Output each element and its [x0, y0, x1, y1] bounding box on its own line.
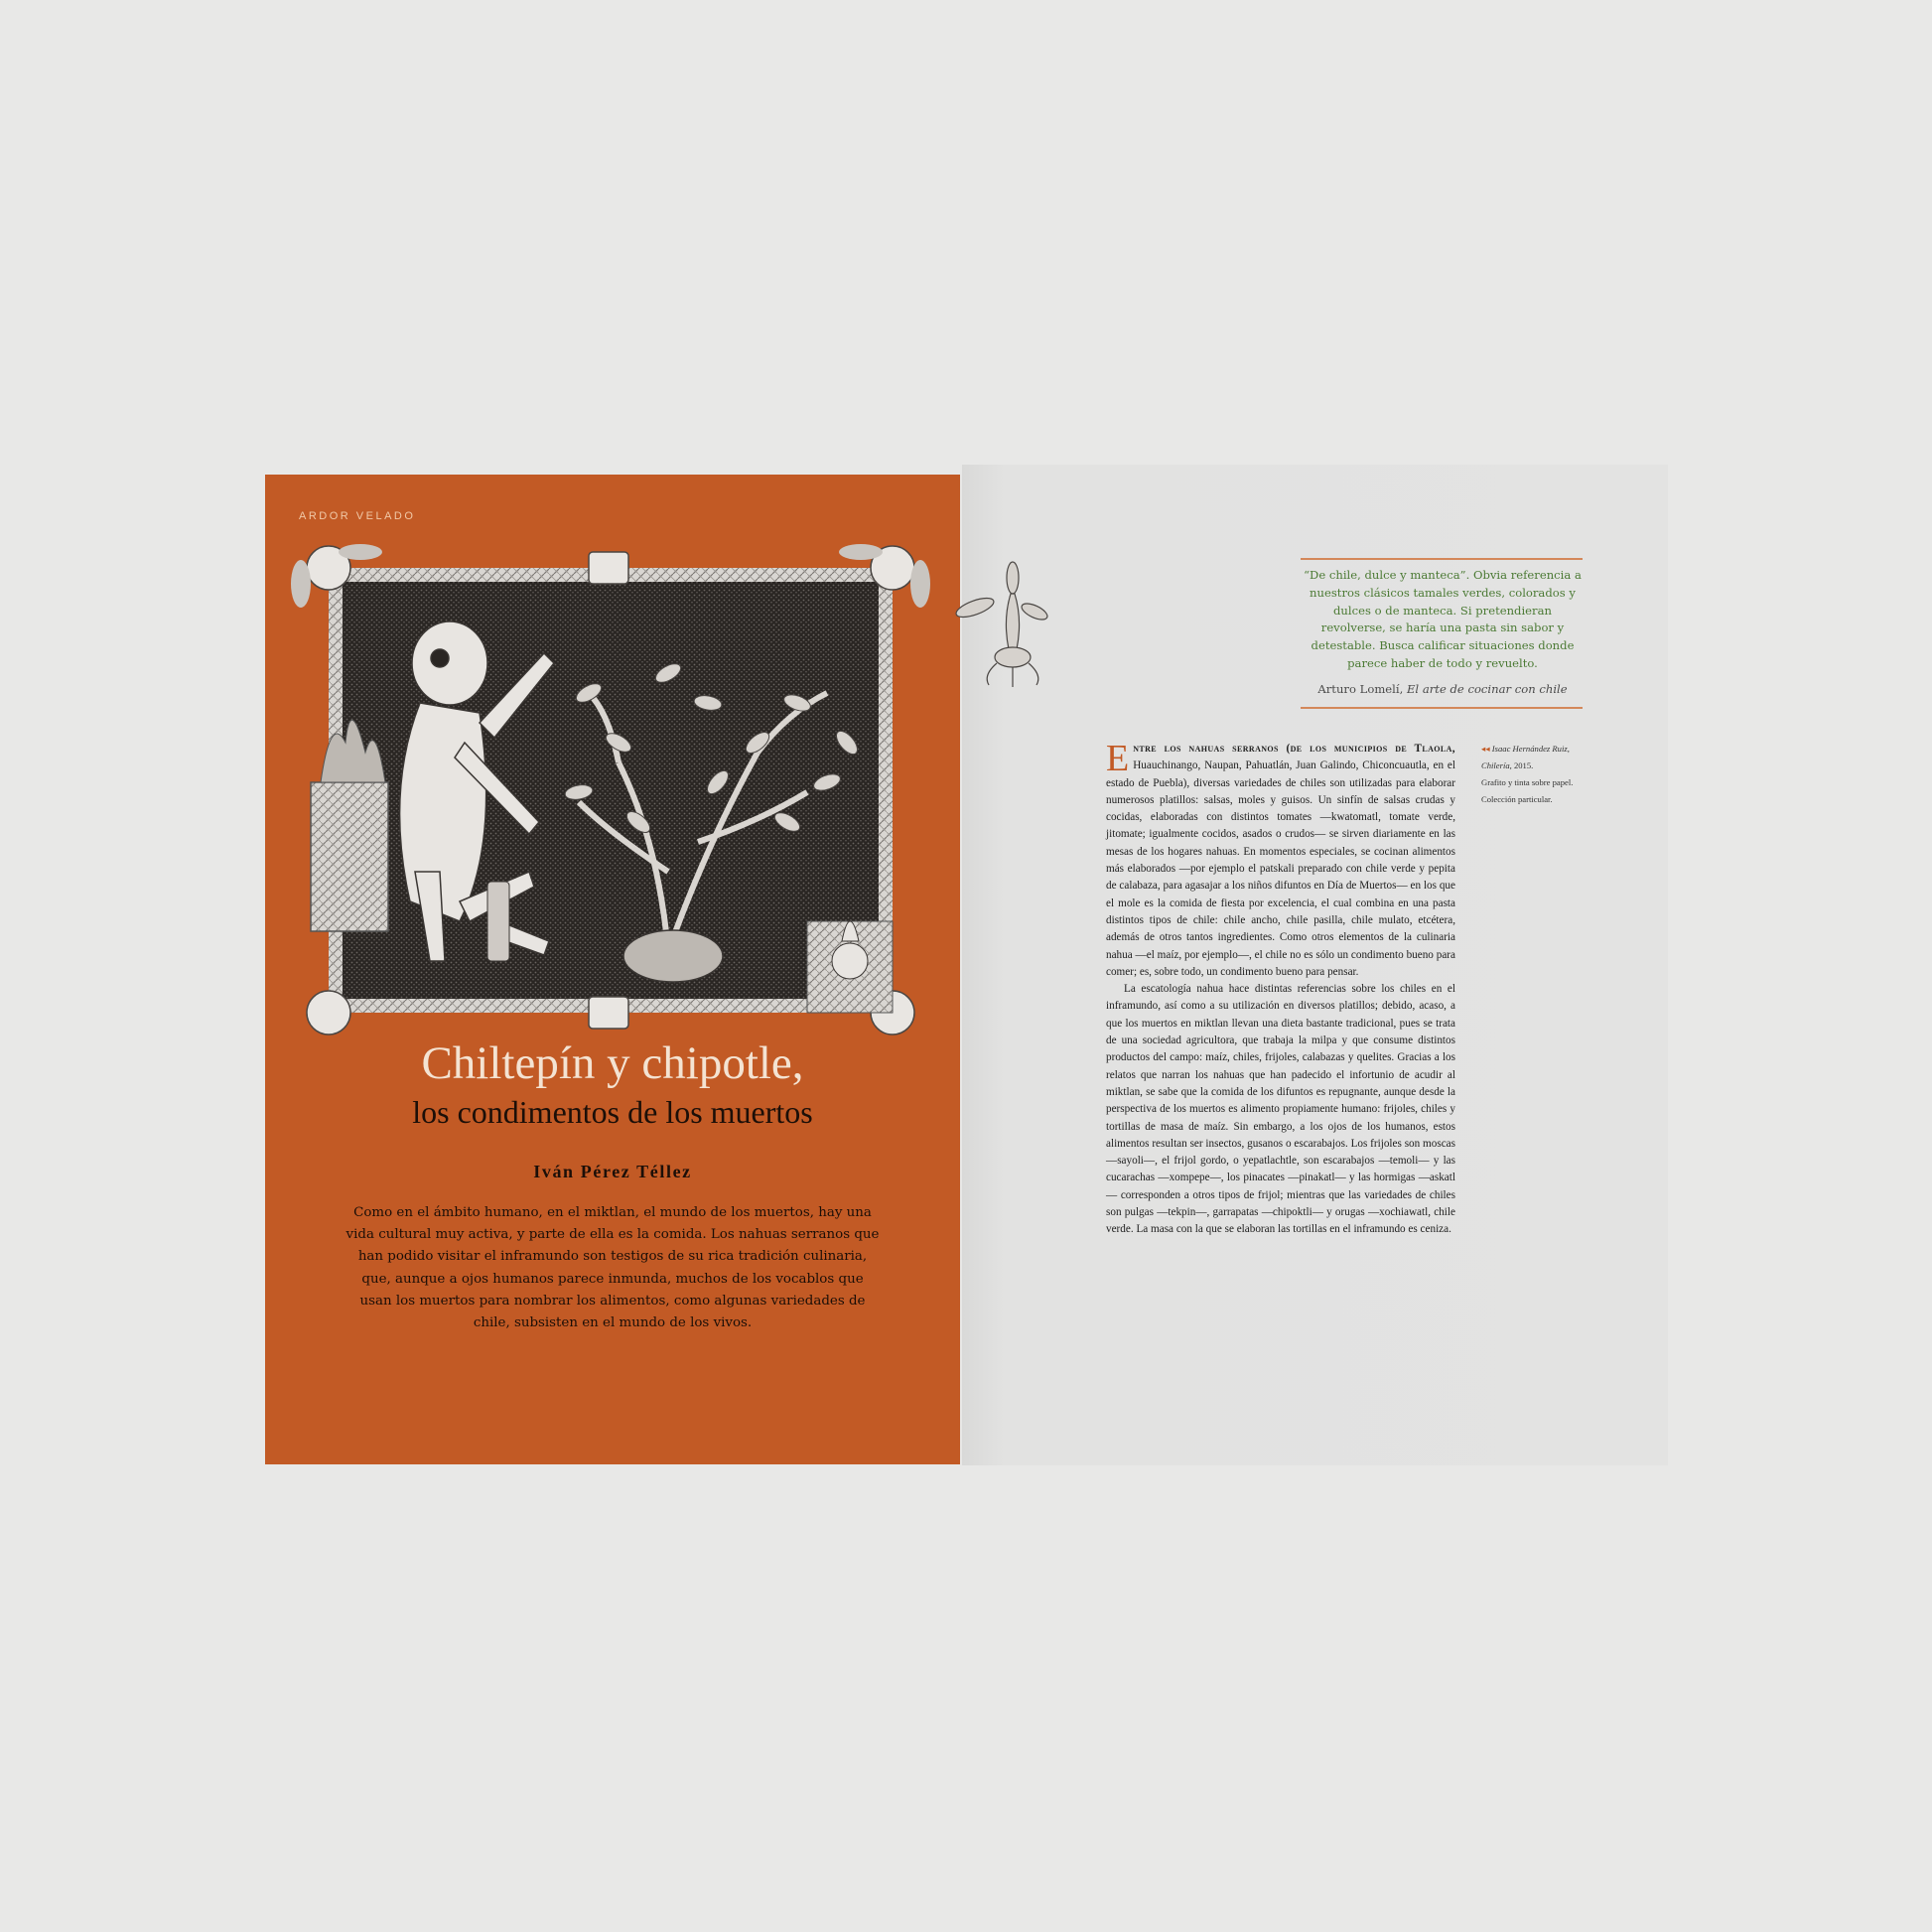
- paragraph-1-text: Huauchinango, Naupan, Pahuatlán, Juan Galindo, Chiconcuautla, en el estado de Puebla), diversas variedades de chiles son utilizadas para elaborar numerosos platillos: salsas, moles y guisos. Un sinfín de salsas crudas y cocidas, elaboradas con distintos tomates —kwatomatl, tomate verde, jitomate; igualmente cocidos, asados o crudos— se sirven diariamente en las mesas de los hogares nahuas. En momentos especiales, se cocinan alimentos más elaborados —por ejemplo el patskali preparado con chile verde y pepita de calabaza, para agasajar a los niños difuntos en Día de Muertos— en los que el mole es la comida de fiesta por excelencia, el cual combina en una pasta distintos tipos de chile: chile ancho, chile pasilla, chile mulato, etcétera, además de otros tantos ingredientes. Como otros elementos de la culinaria nahua —el maíz, por ejemplo—, el chile no es sólo un condimento bueno para comer; es, sobre todo, un condimento bueno para pensar.: [1106, 759, 1455, 978]
- lead-in: ntre los nahuas serranos (de los municipios de Tlaola,: [1133, 743, 1455, 755]
- caption-arrow-icon: ◂◂: [1481, 744, 1490, 754]
- running-head: ARDOR VELADO: [299, 510, 416, 522]
- epigraph-author: Arturo Lomelí,: [1317, 682, 1404, 696]
- caption-year: 2015.: [1513, 760, 1534, 770]
- epigraph-source: [1303, 682, 1583, 696]
- article-body: [1106, 738, 1455, 1239]
- article-title: Chiltepín y chipotle,: [421, 1037, 804, 1089]
- article-author: Iván Pérez Téllez: [533, 1162, 692, 1181]
- left-page: [265, 475, 960, 1464]
- epigraph-rule-top: [1301, 558, 1583, 560]
- illustration-caption: [1481, 741, 1600, 808]
- epigraph-rule-bottom: [1301, 707, 1583, 709]
- caption-work: Chilería,: [1481, 760, 1512, 770]
- body-paragraph-1: [1106, 738, 1455, 981]
- chile-plant-icon: [953, 560, 1050, 689]
- caption-medium: Grafito y tinta sobre papel.: [1481, 777, 1574, 787]
- epigraph-work: El arte de cocinar con chile: [1406, 682, 1568, 696]
- skeleton-chile-illustration: [291, 544, 932, 1040]
- caption-collection: Colección particular.: [1481, 794, 1553, 804]
- drop-cap: E: [1106, 738, 1130, 779]
- article-abstract: Como en el ámbito humano, en el miktlan, el mundo de los muertos, hay una vida cultural muy activa, y parte de ella es la comida. Los nahuas serranos que han podido visitar el inframundo son testigos de su rica tradición culinaria, que, aunque a ojos humanos parece inmunda, muchos de los vocablos que usan los muertos para nombrar los alimentos, como algunas variedades de chile, subsisten en el mundo de los vivos.: [345, 1205, 880, 1331]
- body-paragraph-2: La escatología nahua hace distintas referencias sobre los chiles en el inframundo, así como a su utilización en diversos platillos; debido, acaso, a que los muertos en miktlan llevan una dieta bastante tradicional, pues se trata de una sociedad agricultora, que trabaja la milpa y que consume distintos productos del campo: maíz, chiles, frijoles, calabazas y quelites. Gracias a los relatos que narran los nahuas que han padecido el infortunio de acudir al miktlan, se sabe que la comida de los difuntos es repugnante, aunque desde la perspectiva de los muertos es alimento propiamente humano: frijoles, chiles y tortillas de masa de maíz. Sin embargo, a los ojos de los humanos, estos alimentos resultan ser insectos, gusanos o escarabajos. Los frijoles son moscas —sayoli—, el frijol gordo, o yepatlachtle, son escarabajos —temoli— y las cucarachas —xompepe—, los pinacates —pinakatl— y las hormigas —askatl— corresponden a otros tipos de frijol; mientras que las variedades de chiles son pulgas —tekpin—, garrapatas —chipoktli— y orugas —xochiawatl, chile verde. La masa con la que se elaboran las tortillas en el inframundo es ceniza.: [1106, 983, 1455, 1236]
- epigraph-quote: “De chile, dulce y manteca”. Obvia referencia a nuestros clásicos tamales verdes, colorados y dulces o de manteca. Si pretendieran revolverse, se haría una pasta sin sabor y detestable. Busca calificar situaciones donde parece haber de todo y revuelto.: [1304, 568, 1582, 670]
- caption-author: Isaac Hernández Ruiz,: [1491, 744, 1570, 754]
- article-subtitle: los condimentos de los muertos: [412, 1094, 813, 1130]
